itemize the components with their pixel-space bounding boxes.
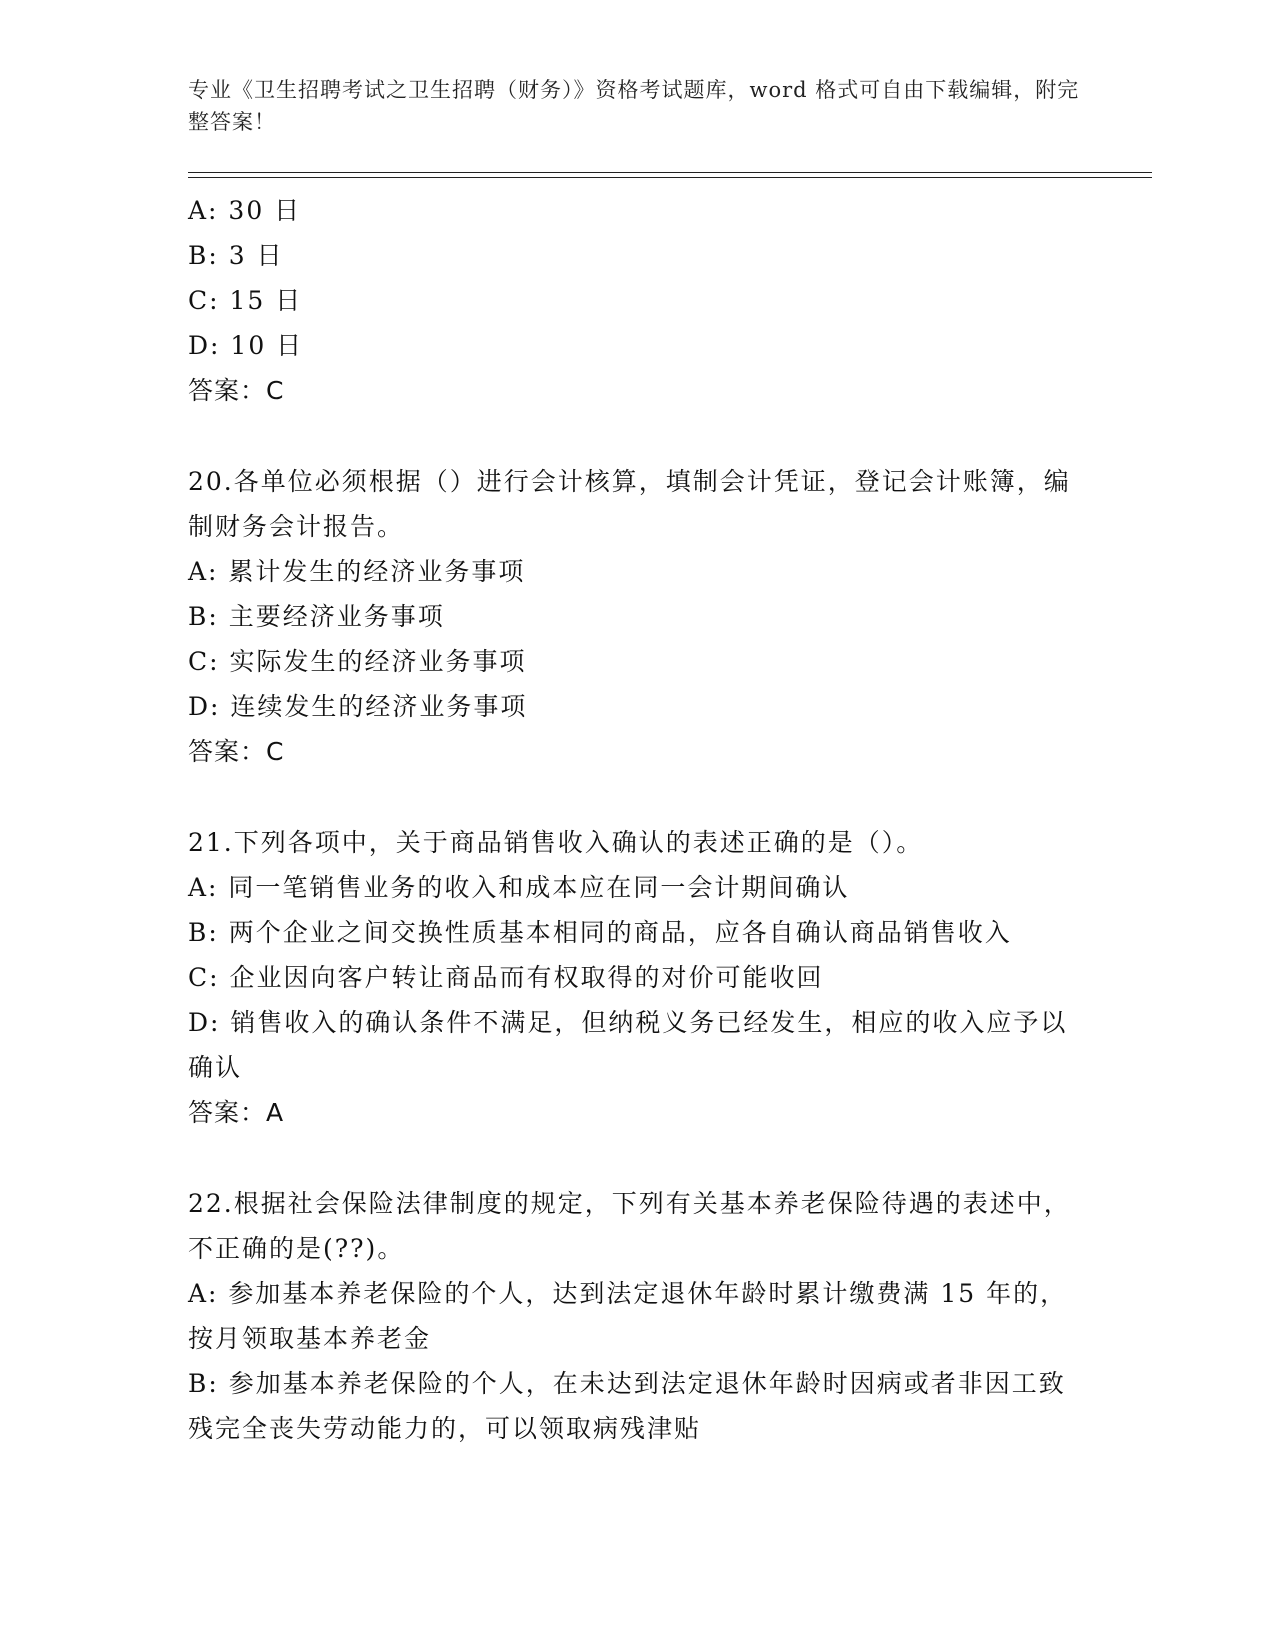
answer: 答案：C	[188, 376, 285, 405]
question-list	[188, 188, 1088, 1451]
option-a: A: 30 日	[188, 196, 302, 225]
option-b: B: 参加基本养老保险的个人，在未达到法定退休年龄时因病或者非因工致残完全丧失劳动能力的，可以领取病残津贴	[188, 1369, 1066, 1443]
option-d: D: 10 日	[188, 331, 304, 360]
option-c: C: 15 日	[188, 286, 303, 315]
option-c: C: 企业因向客户转让商品而有权取得的对价可能收回	[188, 963, 824, 992]
question-22	[188, 1181, 1088, 1451]
question-text: 22.根据社会保险法律制度的规定，下列有关基本养老保险待遇的表述中，不正确的是(??)。	[188, 1189, 1071, 1263]
answer: 答案：C	[188, 737, 285, 766]
answer: 答案：A	[188, 1098, 285, 1127]
question-text: 20.各单位必须根据（）进行会计核算，填制会计凭证，登记会计账簿，编制财务会计报告。	[188, 467, 1071, 541]
question-19	[188, 188, 1088, 413]
header-rule-bottom	[188, 177, 1152, 178]
document-header: 专业《卫生招聘考试之卫生招聘（财务）》资格考试题库，word 格式可自由下载编辑，附完整答案！	[188, 78, 1080, 134]
option-b: B: 3 日	[188, 241, 284, 270]
question-text: 21.下列各项中，关于商品销售收入确认的表述正确的是（）。	[188, 828, 924, 857]
option-a: A: 累计发生的经济业务事项	[188, 557, 526, 586]
option-d: D: 连续发生的经济业务事项	[188, 692, 528, 721]
option-a: A: 参加基本养老保险的个人，达到法定退休年龄时累计缴费满 15 年的，按月领取基本养老金	[188, 1279, 1068, 1353]
option-b: B: 主要经济业务事项	[188, 602, 445, 631]
question-21	[188, 820, 1088, 1135]
option-d: D: 销售收入的确认条件不满足，但纳税义务已经发生，相应的收入应予以确认	[188, 1008, 1068, 1082]
question-20	[188, 459, 1088, 774]
option-b: B: 两个企业之间交换性质基本相同的商品，应各自确认商品销售收入	[188, 918, 1012, 947]
option-c: C: 实际发生的经济业务事项	[188, 647, 527, 676]
header-rule-top	[188, 172, 1152, 173]
option-a: A: 同一笔销售业务的收入和成本应在同一会计期间确认	[188, 873, 850, 902]
